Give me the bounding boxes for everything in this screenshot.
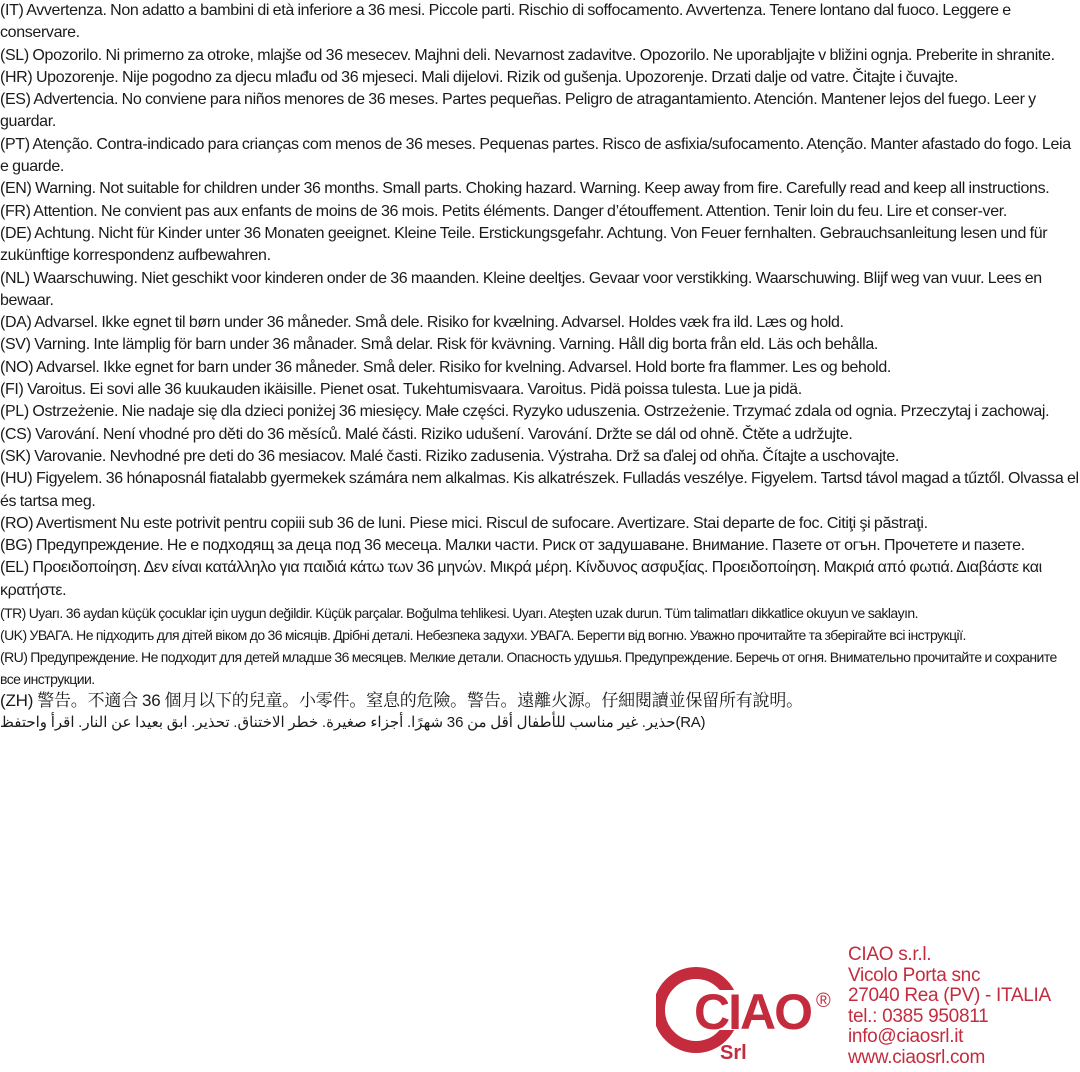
warning-el: (EL) Προειδοποίηση. Δεν είναι κατάλληλο για παιδιά κάτω των 36 μηνών. Μικρά μέρη. Κίνδυνος ασφυξίας. Προειδοποίηση. Μακριά από φωτιά. Διαβάστε και κρατήστε.	[0, 559, 1042, 599]
warning-ru: (RU) Предупреждение. Не подходит для детей младше 36 месяцев. Мелкие детали. Опасность удушья. Предупреждение. Беречь от огня. Внимательно прочитайте и сохраните все инструкции.	[0, 649, 1057, 688]
company-website[interactable]: www.ciaosrl.com	[848, 1046, 985, 1068]
warning-sl: (SL) Opozorilo. Ni primerno za otroke, mlajše od 36 mesecev. Majhni deli. Nevarnost zadavitve. Opozorilo. Ne uporabljajte v bližini ognja. Preberite in shranite.	[0, 46, 1055, 64]
warning-fr: (FR) Attention. Ne convient pas aux enfants de moins de 36 mois. Petits éléments. Danger d’étouffement. Attention. Tenir loin du feu. Lire et conser-ver.	[0, 202, 1007, 220]
warning-fi: (FI) Varoitus. Ei sovi alle 36 kuukauden ikäisille. Pienet osat. Tukehtumisvaara. Varoitus. Pidä poissa tulesta. Lue ja pidä.	[0, 381, 802, 399]
warning-tr: (TR) Uyarı. 36 aydan küçük çocuklar için uygun değildir. Küçük parçalar. Boğulma tehlikesi. Uyarı. Ateşten uzak durun. Tüm talimatları dikkatlice okuyun ve saklayın.	[0, 605, 919, 622]
warning-cs: (CS) Varování. Není vhodné pro děti do 36 měsíců. Malé části. Riziko udušení. Varování. Držte se dál od ohně. Čtěte a udržujte.	[0, 425, 853, 443]
warning-no: (NO) Advarsel. Ikke egnet for barn under 36 måneder. Små deler. Risiko for kvelning. Advarsel. Hold borte fra flammer. Les og behold.	[0, 358, 891, 376]
ciao-logo	[656, 955, 836, 1065]
warning-sk: (SK) Varovanie. Nevhodné pre deti do 36 mesiacov. Malé časti. Riziko zadusenia. Výstraha. Drž sa ďalej od ohňa. Čítajte a uschovajte.	[0, 447, 899, 465]
warning-es: (ES) Advertencia. No conviene para niños menores de 36 meses. Partes pequeñas. Peligro de atragantamiento. Atención. Mantener lejos del fuego. Leer y guardar.	[0, 91, 1036, 131]
company-street: Vicolo Porta snc	[848, 964, 981, 986]
warning-ar: (RA)حذير. غير مناسب للأطفال أقل من 36 شهرًا. أجزاء صغيرة. خطر الاختناق. تحذير. ابق بعيدا عن النار. اقرأ واحتفظ	[0, 714, 706, 732]
warning-it: (IT) Avvertenza. Non adatto a bambini di età inferiore a 36 mesi. Piccole parti. Rischio di soffocamento. Avvertenza. Tenere lontano dal fuoco. Leggere e conservare.	[0, 2, 1011, 42]
warning-zh: (ZH) 警告。不適合 36 個月以下的兒童。小零件。窒息的危險。警告。遠離火源。仔細閱讀並保留所有說明。	[0, 691, 803, 711]
warning-sv: (SV) Varning. Inte lämplig för barn under 36 månader. Små delar. Risk för kvävning. Varning. Håll dig borta från eld. Läs och behålla.	[0, 336, 879, 354]
warning-ro: (RO) Avertisment Nu este potrivit pentru copiii sub 36 de luni. Piese mici. Riscul de sufocare. Avertizare. Stai departe de foc. Citiţi şi păstraţi.	[0, 514, 928, 532]
warning-en: (EN) Warning. Not suitable for children under 36 months. Small parts. Choking hazard. Warning. Keep away from fire. Carefully read and keep all instructions.	[0, 180, 1050, 198]
company-phone: tel.: 0385 950811	[848, 1005, 989, 1027]
company-city: 27040 Rea (PV) - ITALIA	[848, 985, 1051, 1006]
warning-da: (DA) Advarsel. Ikke egnet til børn under 36 måneder. Små dele. Risiko for kvælning. Advarsel. Holdes væk fra ild. Læs og hold.	[0, 314, 844, 332]
company-name: CIAO s.r.l.	[848, 944, 932, 965]
logo-subtext: Srl	[720, 1042, 747, 1064]
warning-hu: (HU) Figyelem. 36 hónaposnál fiatalabb gyermekek számára nem alkalmas. Kis alkatrészek. Fulladás veszélye. Figyelem. Tartsd távol magad a tűztől. Olvassa el és tartsa meg.	[0, 470, 1079, 510]
warning-hr: (HR) Upozorenje. Nije pogodno za djecu mlađu od 36 mjeseci. Mali dijelovi. Rizik od gušenja. Upozorenje. Drzati dalje od vatre. Čitajte i čuvajte.	[0, 68, 958, 86]
logo-registered-mark: ®	[816, 990, 831, 1012]
warning-pt: (PT) Atenção. Contra-indicado para crianças com menos de 36 meses. Pequenas partes. Risco de asfixia/sufocamento. Atenção. Manter afastado do fogo. Leia e guarde.	[0, 135, 1071, 176]
company-address	[848, 945, 1080, 1068]
warning-de: (DE) Achtung. Nicht für Kinder unter 36 Monaten geeignet. Kleine Teile. Erstickungsgefahr. Achtung. Von Feuer fernhalten. Gebrauchsanleitung lesen und für zukünftige korrespondenz aufbewahren.	[0, 224, 1048, 265]
warning-bg: (BG) Предупреждение. Не е подходящ за деца под 36 месеца. Малки части. Риск от задушаване. Внимание. Пазете от огън. Прочетете и пазете.	[0, 537, 1025, 555]
warning-uk: (UK) УВАГА. Не підходить для дітей віком до 36 місяців. Дрібні деталі. Небезпека задухи. УВАГА. Берегти від вогню. Уважно прочитайте та зберігайте всі інструкції.	[0, 627, 966, 644]
company-email[interactable]: info@ciaosrl.it	[848, 1026, 964, 1047]
logo-text: CIAO	[694, 984, 811, 1040]
warning-nl: (NL) Waarschuwing. Niet geschikt voor kinderen onder de 36 maanden. Kleine deeltjes. Gevaar voor verstikking. Waarschuwing. Blijf weg van vuur. Lees en bewaar.	[0, 269, 1042, 309]
warning-pl: (PL) Ostrzeżenie. Nie nadaje się dla dzieci poniżej 36 miesięcy. Małe części. Ryzyko uduszenia. Ostrzeżenie. Trzymać zdala od ognia. Przeczytaj i zachowaj.	[0, 403, 1050, 421]
